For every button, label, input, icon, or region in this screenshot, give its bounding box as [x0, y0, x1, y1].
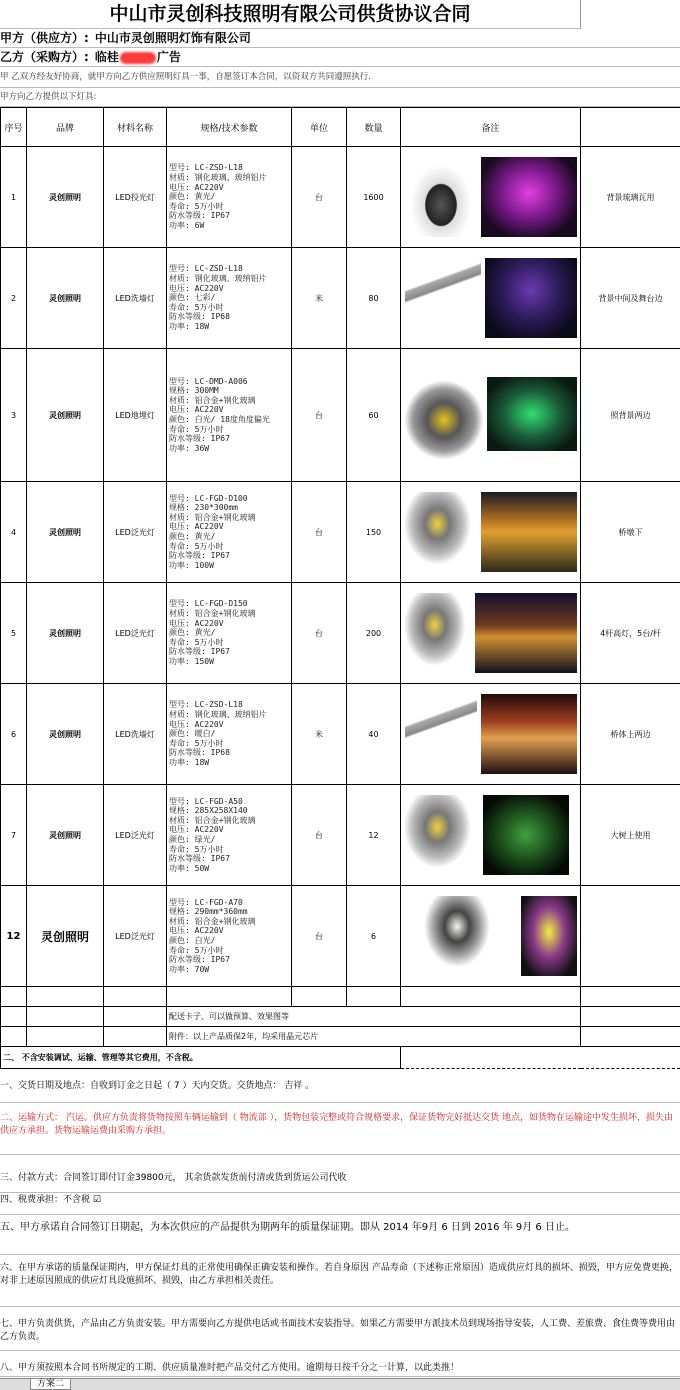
redaction-mark [120, 52, 156, 64]
row-note: 桥墩下 [581, 482, 680, 583]
table-row [1, 785, 680, 886]
row-note: 照背景两边 [581, 349, 680, 482]
row-no: 5 [1, 583, 27, 684]
row-qty: 6 [347, 886, 401, 987]
effect-photo [521, 896, 577, 976]
row-spec: 型号: LC-ZSD-L18 材质: 钢化玻璃、玻纳铝片 电压: AC220V 颜色: 暖白/ 寿命: 5万小时 防水等级: IP68 功率: 18W [167, 684, 292, 785]
clause-transport: 二、运输方式： 汽运。供应方负责将货物按照车辆运输到（ 物流部 ），货物包装完整或符合规格要求，保证货物完好抵达交货 地点，如货物在运输途中发生损坏，损失由供应方承担。货物运输运费由采购方承担。 [0, 1112, 680, 1155]
intro-text: 甲 乙双方经友好协商，就甲方向乙方供应照明灯具一事，自愿签订本合同，以资双方共同遵照执行. [0, 67, 680, 88]
party-a-row [0, 29, 680, 48]
row-qty: 1600 [347, 147, 401, 248]
row-no: 12 [1, 886, 27, 987]
row-images [401, 482, 581, 583]
row-qty: 150 [347, 482, 401, 583]
row-name: LED洗墙灯 [104, 248, 167, 349]
table-row [1, 583, 680, 684]
product-photo [405, 694, 477, 774]
effect-photo [481, 492, 577, 572]
row-no: 4 [1, 482, 27, 583]
row-note: 背景琉璃瓦用 [581, 147, 680, 248]
header-brand: 品牌 [27, 108, 104, 147]
row-qty: 80 [347, 248, 401, 349]
row-note: 桥体上两边 [581, 684, 680, 785]
row-images [401, 147, 581, 248]
table-row [1, 1007, 680, 1027]
row-name: LED泛光灯 [104, 886, 167, 987]
row-note [581, 886, 680, 987]
row-qty: 60 [347, 349, 401, 482]
clause-payment: 三、付款方式：合同签订即付订金39800元， 其余货款发货前付清或货到货运公司代收 [0, 1172, 680, 1193]
row-name: LED洗墙灯 [104, 684, 167, 785]
party-a-name: 中山市灵创照明灯饰有限公司 [95, 31, 251, 45]
row-no: 1 [1, 147, 27, 248]
product-photo [405, 593, 471, 673]
row-note: 背景中间及舞台边 [581, 248, 680, 349]
effect-photo [485, 258, 577, 338]
header-spec: 规格/技术参数 [167, 108, 292, 147]
product-photo [405, 157, 477, 237]
product-table [0, 107, 680, 1069]
row-images [401, 886, 581, 987]
header-unit: 单位 [292, 108, 347, 147]
row-name: LED投光灯 [104, 147, 167, 248]
row-name: LED泛光灯 [104, 583, 167, 684]
table-row [1, 684, 680, 785]
party-b-name-a: 临桂 [95, 50, 119, 64]
row-brand: 灵创照明 [27, 684, 104, 785]
row-spec: 型号: LC-DMD-A006 规格: 300MM 材质: 铝合金+钢化玻璃 电压: AC220V 颜色: 白光/ 18度角度偏光 寿命: 5万小时 防水等级: IP67 功率: 36W [167, 349, 292, 482]
effect-photo [481, 157, 577, 237]
table-row [1, 349, 680, 482]
row-no: 7 [1, 785, 27, 886]
row-unit: 米 [292, 248, 347, 349]
supply-line: 甲方向乙方提供以下灯具: [0, 88, 680, 107]
clause-tax: 四、税费承担：不含税 ☑ [0, 1194, 680, 1215]
clause-2: 二、 不含安装调试、运输、管理等其它费用，不含税。 [1, 1047, 401, 1069]
product-photo [417, 896, 497, 976]
row-no: 2 [1, 248, 27, 349]
row-qty: 12 [347, 785, 401, 886]
row-brand: 灵创照明 [27, 785, 104, 886]
header-note: 备注 [401, 108, 581, 147]
row-spec: 型号: LC-FGD-D100 规格: 230*300mm 材质: 铝合金+钢化玻璃 电压: AC220V 颜色: 黄光/ 寿命: 5万小时 防水等级: IP67 功率: 100W [167, 482, 292, 583]
clause-delivery: 一、交货日期及地点：自收到订金之日起（ 7 ）天内交货。交货地点： 吉祥 。 [0, 1076, 680, 1103]
row-unit: 台 [292, 349, 347, 482]
row-images [401, 785, 581, 886]
row-note: 大树上使用 [581, 785, 680, 886]
effect-photo [483, 795, 569, 875]
table-row [1, 248, 680, 349]
product-photo [405, 795, 477, 875]
party-b-label: 乙方（采购方）: [0, 50, 89, 64]
header-qty: 数量 [347, 108, 401, 147]
table-row [1, 147, 680, 248]
header-name: 材料名称 [104, 108, 167, 147]
row-images [401, 684, 581, 785]
clause-warranty: 五、甲方承诺自合同签订日期起，为本次供应的产品提供为期两年的质量保证期。即从 2014 年9月 6 日到 2016 年 9月 6 日止。 [0, 1220, 680, 1255]
effect-photo [487, 377, 577, 451]
product-photo [405, 258, 481, 338]
clause-6: 六、在甲方承诺的质量保证期内，甲方保证灯具的正常使用确保正确安装和操作。若自身原因 产品寿命（下述称正常原因）造成供应灯具的损坏、损毁，甲方应免费更换，对非上述原因照成的供应灯具设施损坏、损毁，由乙方承担相关责任。 [0, 1262, 680, 1307]
row-images [401, 349, 581, 482]
row-unit: 台 [292, 482, 347, 583]
row-images [401, 583, 581, 684]
header-extra [581, 108, 680, 147]
row-brand: 灵创照明 [27, 248, 104, 349]
row-no: 6 [1, 684, 27, 785]
header-no: 序号 [1, 108, 27, 147]
contract-title: 中山市灵创科技照明有限公司供货协议合同 [0, 0, 581, 29]
row-spec: 型号: LC-ZSD-L18 材质: 钢化玻璃、玻纳铝片 电压: AC220V 颜色: 黄光/ 寿命: 5万小时 防水等级: IP67 功率: 6W [167, 147, 292, 248]
clause-7: 七、甲方负责供货，产品由乙方负责安装。甲方需要向乙方提供电话或书面技术安装指导。如果乙方需要甲方派技术员到现场指导安装，人工费、差旅费、食住费等费用由乙方负责。 [0, 1318, 680, 1351]
table-row [1, 482, 680, 583]
row-spec: 型号: LC-FGD-A70 规格: 290mm*360mm 材质: 铝合金+钢化玻璃 电压: AC220V 颜色: 白光/ 寿命: 5万小时 防水等级: IP67 功率: 70W [167, 886, 292, 987]
row-brand: 灵创照明 [27, 886, 104, 987]
row-qty: 200 [347, 583, 401, 684]
row-brand: 灵创照明 [27, 349, 104, 482]
sheet-tab[interactable]: 方案二 [30, 1379, 71, 1390]
row-unit: 台 [292, 785, 347, 886]
row-note: 4杆高灯，5台/杆 [581, 583, 680, 684]
row-brand: 灵创照明 [27, 482, 104, 583]
party-b-row [0, 48, 680, 67]
row-unit: 米 [292, 684, 347, 785]
row-unit: 台 [292, 583, 347, 684]
sheet-tab-bar [0, 1378, 680, 1390]
row-no: 3 [1, 349, 27, 482]
product-photo [405, 492, 477, 572]
row-unit: 台 [292, 886, 347, 987]
effect-photo [475, 593, 577, 673]
row-name: LED地埋灯 [104, 349, 167, 482]
table-row [1, 886, 680, 987]
row-unit: 台 [292, 147, 347, 248]
row-spec: 型号: LC-FGD-D150 材质: 铝合金+钢化玻璃 电压: AC220V 颜色: 黄光/ 寿命: 5万小时 防水等级: IP67 功率: 150W [167, 583, 292, 684]
row-spec: 型号: LC-ZSD-L18 材质: 钢化玻璃、玻纳铝片 电压: AC220V 颜色: 七彩/ 寿命: 5万小时 防水等级: IP68 功率: 18W [167, 248, 292, 349]
clause-8: 八、甲方须按照本合同书所规定的工期、供应质量准时把产品交付乙方使用。逾期每日按千分之一计算，以此类推！ [0, 1362, 680, 1377]
extra-line-2: 附件：以上产品质保2年，均采用晶元芯片 [167, 1027, 581, 1047]
row-spec: 型号: LC-FGD-A50 规格: 285X258X140 材质: 铝合金+钢化玻璃 电压: AC220V 颜色: 绿光/ 寿命: 5万小时 防水等级: IP67 功率: 50W [167, 785, 292, 886]
product-photo [405, 379, 483, 461]
table-row [1, 1047, 680, 1069]
row-name: LED泛光灯 [104, 785, 167, 886]
row-qty: 40 [347, 684, 401, 785]
party-b-name-b: 广告 [157, 50, 181, 64]
party-a-label: 甲方（供应方）: [0, 31, 89, 45]
row-brand: 灵创照明 [27, 583, 104, 684]
row-name: LED泛光灯 [104, 482, 167, 583]
table-row [1, 987, 680, 1007]
extra-line-1: 配送卡子、可以做预算、效果图等 [167, 1007, 581, 1027]
row-brand: 灵创照明 [27, 147, 104, 248]
effect-photo [481, 694, 577, 774]
table-header-row [1, 108, 680, 147]
row-images [401, 248, 581, 349]
table-row [1, 1027, 680, 1047]
